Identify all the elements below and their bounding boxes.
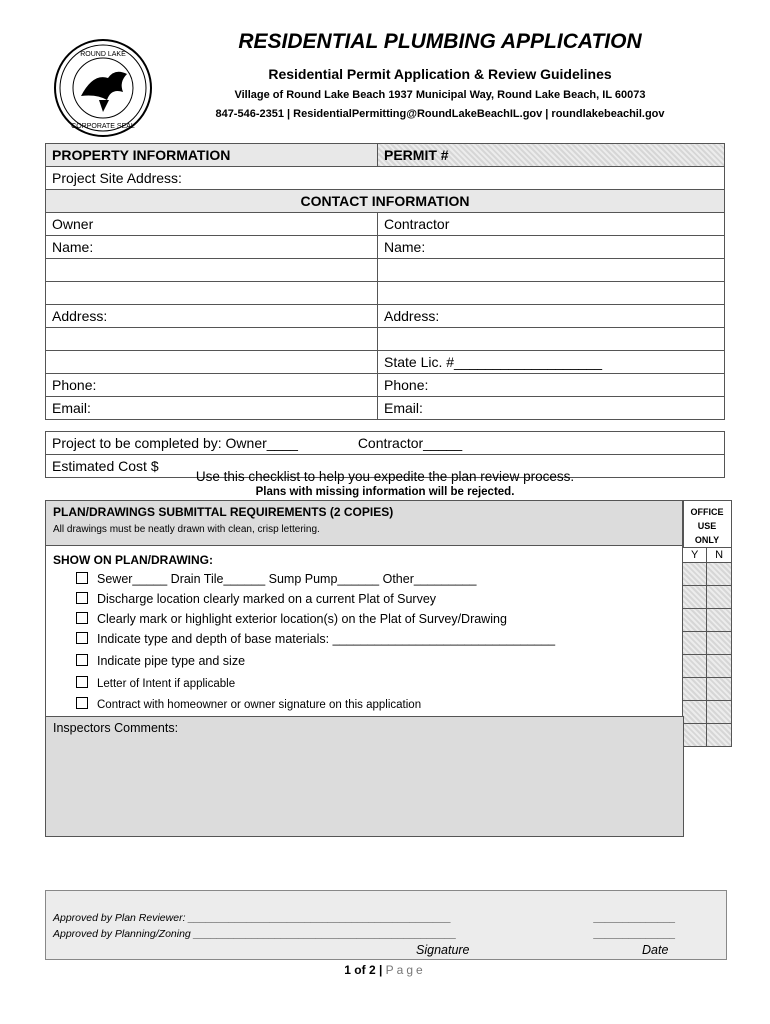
contractor-name-line[interactable] (378, 259, 725, 282)
office-yes-cell[interactable] (683, 632, 707, 655)
office-use-heading (683, 501, 732, 548)
svg-text:CORPORATE SEAL: CORPORATE SEAL (71, 123, 135, 130)
date-label: Date (642, 943, 669, 957)
page-word: Page (385, 963, 426, 977)
checklist-item[interactable] (76, 654, 245, 668)
office-no-header: N (707, 548, 732, 563)
office-no-cell[interactable] (707, 701, 732, 724)
checkbox-icon[interactable] (76, 676, 88, 688)
office-no-cell[interactable] (707, 563, 732, 586)
rejection-warning: Plans with missing information will be rejected. (255, 486, 515, 498)
completed-by-contractor: Contractor_____ (357, 435, 463, 451)
property-contact-table (45, 143, 725, 420)
office-use-line1: OFFICE (690, 507, 724, 517)
contractor-address-field[interactable]: Address: (378, 305, 725, 328)
owner-name-field[interactable]: Name: (46, 236, 378, 259)
signature-label: Signature (416, 943, 470, 957)
page-footer (0, 963, 770, 977)
owner-label: Owner (46, 213, 378, 236)
estimated-cost-field[interactable]: Estimated Cost $ (46, 455, 725, 478)
checkbox-icon[interactable] (76, 612, 88, 624)
owner-address-line-2[interactable] (46, 351, 378, 374)
requirements-section (45, 500, 684, 719)
checkbox-icon[interactable] (76, 654, 88, 666)
project-site-address-field[interactable]: Project Site Address: (46, 167, 725, 190)
project-completed-by-field[interactable] (46, 432, 725, 455)
page-number: 1 of 2 | (344, 963, 386, 977)
office-yes-cell[interactable] (683, 563, 707, 586)
office-no-cell[interactable] (707, 632, 732, 655)
checkbox-icon[interactable] (76, 697, 88, 709)
checkbox-icon[interactable] (76, 632, 88, 644)
contractor-phone-field[interactable]: Phone: (378, 374, 725, 397)
requirements-header (46, 501, 683, 546)
owner-phone-field[interactable]: Phone: (46, 374, 378, 397)
village-address: Village of Round Lake Beach 1937 Municipal Way, Round Lake Beach, IL 60073 (234, 89, 646, 101)
owner-email-field[interactable]: Email: (46, 397, 378, 420)
checklist-item[interactable] (76, 572, 476, 586)
inspector-comments-label: Inspectors Comments: (53, 721, 179, 735)
office-use-line3: ONLY (694, 535, 720, 545)
office-no-cell[interactable] (707, 655, 732, 678)
document-title: RESIDENTIAL PLUMBING APPLICATION (238, 30, 642, 53)
owner-name-line[interactable] (46, 259, 378, 282)
office-no-cell[interactable] (707, 586, 732, 609)
checklist-note: Use this checklist to help you expedite the plan review process. (195, 469, 575, 484)
requirements-title: PLAN/DRAWINGS SUBMITTAL REQUIREMENTS (2 COPIES) (53, 505, 394, 519)
plan-reviewer-date-line[interactable]: ______________ (594, 912, 676, 924)
checklist-item[interactable] (76, 697, 421, 711)
plan-reviewer-signature-line[interactable]: Approved by Plan Reviewer: _____________________________________________ (53, 912, 452, 924)
checklist-item-label: Letter of Intent if applicable (97, 678, 236, 690)
checklist-item-label: Sewer_____ Drain Tile______ Sump Pump______ Other_________ (97, 572, 477, 586)
document-subtitle: Residential Permit Application & Review Guidelines (268, 66, 612, 82)
village-contact: 847-546-2351 | ResidentialPermitting@RoundLakeBeachIL.gov | roundlakebeachil.gov (215, 108, 665, 120)
office-yes-cell[interactable] (683, 655, 707, 678)
office-yes-header: Y (683, 548, 707, 563)
checklist-item-label: Clearly mark or highlight exterior location(s) on the Plat of Survey/Drawing (97, 612, 507, 626)
contractor-state-license-field[interactable]: State Lic. #___________________ (378, 351, 725, 374)
office-no-cell[interactable] (707, 724, 732, 747)
owner-address-field[interactable]: Address: (46, 305, 378, 328)
checklist-item[interactable] (76, 612, 507, 626)
office-yes-cell[interactable] (683, 724, 707, 747)
office-yes-cell[interactable] (683, 609, 707, 632)
inspector-comments-field[interactable] (45, 716, 684, 837)
contractor-label: Contractor (378, 213, 725, 236)
checklist-item-label: Discharge location clearly marked on a current Plat of Survey (97, 592, 437, 606)
contractor-email-field[interactable]: Email: (378, 397, 725, 420)
office-no-cell[interactable] (707, 609, 732, 632)
office-use-table (682, 500, 732, 747)
planning-zoning-signature-line[interactable]: Approved by Planning/Zoning _____________________________________________ (53, 928, 457, 940)
permit-number-field[interactable]: PERMIT # (378, 144, 725, 167)
requirements-subtitle: All drawings must be neatly drawn with clean, crisp lettering. (53, 524, 320, 535)
checklist-item[interactable] (76, 676, 235, 690)
contractor-address-line[interactable] (378, 328, 725, 351)
show-on-plan-heading: SHOW ON PLAN/DRAWING: (53, 553, 213, 567)
office-yes-cell[interactable] (683, 701, 707, 724)
office-no-cell[interactable] (707, 678, 732, 701)
contractor-blank-line[interactable] (378, 282, 725, 305)
checklist-item-label: Indicate pipe type and size (97, 654, 246, 668)
checklist-item-label: Contract with homeowner or owner signature on this application (97, 699, 422, 711)
svg-text:ROUND LAKE: ROUND LAKE (80, 51, 126, 58)
office-yes-cell[interactable] (683, 678, 707, 701)
checklist-item[interactable] (76, 632, 555, 646)
completed-by-owner: Project to be completed by: Owner____ (52, 435, 298, 451)
owner-blank-line[interactable] (46, 282, 378, 305)
checkbox-icon[interactable] (76, 572, 88, 584)
planning-zoning-date-line[interactable]: ______________ (594, 928, 676, 940)
checklist-item-label: Indicate type and depth of base materials: ________________________________ (97, 632, 556, 646)
checkbox-icon[interactable] (76, 592, 88, 604)
owner-address-line[interactable] (46, 328, 378, 351)
approval-section (45, 890, 727, 960)
checklist-item[interactable] (76, 592, 436, 606)
village-seal-logo (53, 38, 153, 138)
property-info-heading: PROPERTY INFORMATION (46, 144, 378, 167)
contractor-name-field[interactable]: Name: (378, 236, 725, 259)
office-use-line2: USE (697, 521, 717, 531)
contact-info-heading: CONTACT INFORMATION (46, 190, 725, 213)
office-yes-cell[interactable] (683, 586, 707, 609)
